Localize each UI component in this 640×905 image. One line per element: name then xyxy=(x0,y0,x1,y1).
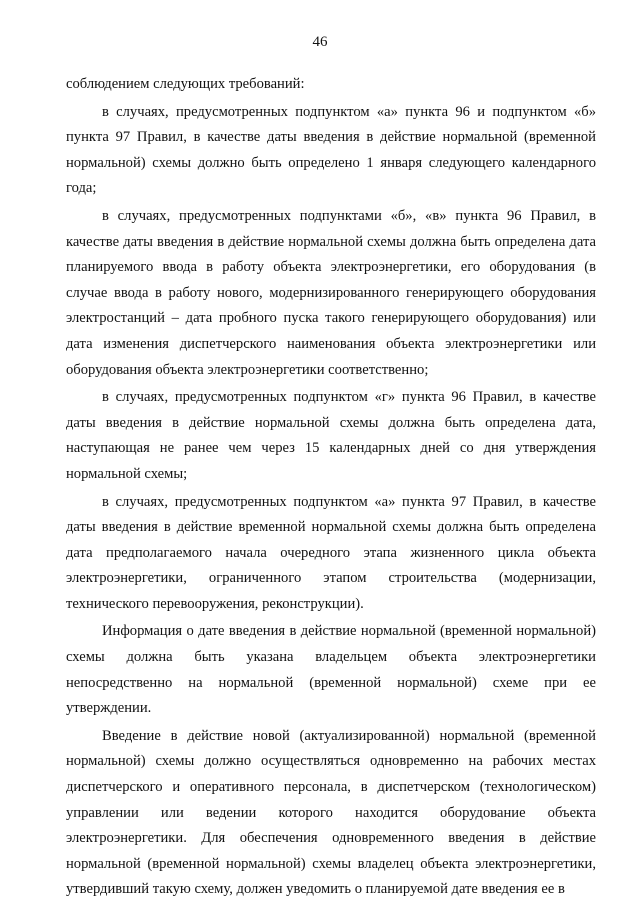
page-number: 46 xyxy=(312,34,328,50)
document-body xyxy=(66,72,596,905)
paragraph-case-97a: в случаях, предусмотренных подпунктом «а» пункта 97 Правил, в качестве даты введения в действие временной нормальной схемы должна быть определена дата предполагаемого начала очередного этапа жизненного цикла объекта электроэнергетики, ограниченного этапом строительства (модернизации, технического перевооружения, реконструкции). xyxy=(66,493,596,612)
paragraph-case-96g: в случаях, предусмотренных подпунктом «г» пункта 96 Правил, в качестве даты введения в действие нормальной схемы должна быть определена дата, наступающая не ранее чем через 15 календарных дней со дня утверждения нормальной схемы; xyxy=(66,389,596,482)
paragraph-continuation: соблюдением следующих требований: xyxy=(66,76,305,92)
paragraph-date-info: Информация о дате введения в действие нормальной (временной нормальной) схемы должна быть указана владельцем объекта электроэнергетики непосредственно на нормальной (временной нормальной) схеме при ее утверждении. xyxy=(66,623,596,717)
paragraph-case-96b-96v: в случаях, предусмотренных подпунктами «б», «в» пункта 96 Правил, в качестве даты введения в действие нормальной схемы должна быть определена дата планируемого ввода в работу объекта электроэнергетики, его оборудования (в случае ввода в работу нового, модернизированного генерирующего оборудования электростанций – дата пробного пуска такого генерирующего оборудования) или дата изменения диспетчерского наименования объекта электроэнергетики или оборудования объекта электроэнергетики соответственно; xyxy=(66,207,596,378)
paragraph-case-96a-97b: в случаях, предусмотренных подпунктом «а» пункта 96 и подпунктом «б» пункта 97 Правил, в качестве даты введения в действие нормальной (временной нормальной) схемы должно быть определено 1 января следующего календарного года; xyxy=(66,103,596,197)
paragraph-introduction: Введение в действие новой (актуализированной) нормальной (временной нормальной) схемы должно осуществляться одновременно на рабочих местах диспетчерского и оперативного персонала, в диспетчерском (технологическом) управлении или ведении которого находится оборудование объекта электроэнергетики. Для обеспечения одновременного введения в действие нормальной (временной нормальной) схемы владелец объекта электроэнергетики, утвердивший такую схему, должен уведомить о планируемой дате введения ее в xyxy=(66,727,596,898)
